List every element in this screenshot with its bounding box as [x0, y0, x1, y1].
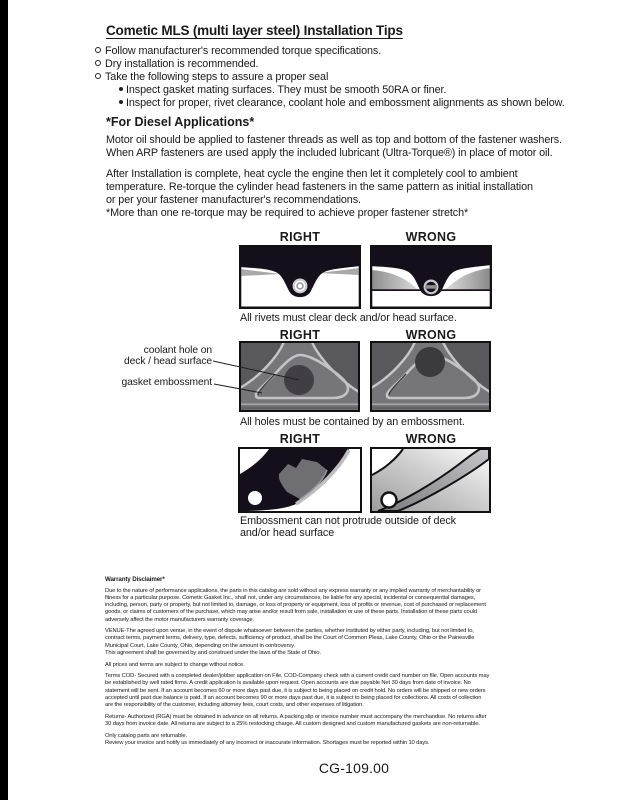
- figure-label-wrong: WRONG: [405, 432, 457, 446]
- figure-protrude-wrong: [370, 447, 491, 513]
- diesel-paragraph-line: After Installation is complete, heat cycle the engine then let it completely cool to ambient: [106, 168, 518, 180]
- caption-protrude: Embossment can not protrude outside of deck: [240, 515, 456, 527]
- bullet-dot-icon: [119, 100, 123, 104]
- figure-rivet-wrong: [370, 245, 492, 309]
- caption-embossment: All holes must be contained by an embossment.: [240, 416, 465, 428]
- annotation-leader-lines: [212, 357, 304, 397]
- warranty-paragraph: Due to the nature of performance applications, the parts in this catalog are sold without any express warranty or any implied warranty of merchantability or fitness for a particular purpose. Cometic Gasket Inc., shall not, under any circumstances, be liable for any special, incidental or consequential damages, including, person, party or property, but not limited to, damage, or loss of property or equipment, loss of profits or revenue, cost of purchased or replacement goods, or claims of customers of the purchase, which may arise and/or result from sale, installation or use of these parts. Installation of these parts could adversely affect the motor manufacturers warranty coverage.: [105, 587, 486, 623]
- tip-bullet: Follow manufacturer's recommended torque specifications.: [95, 45, 381, 57]
- warranty-terms-paragraph: Terms COD- Secured with a completed dealer/jobber application on File, COD-Company check with a current credit card number on file. Open accounts may be established by well rated firms. A credit application is available upon request. Open accounts are due payable Net 30 days from date of invoice. No statement will be sent. If an account becomes 60 or more days past due, it is subject to being placed on credit hold. No orders will be shipped or new orders accepted until past due balance is paid. If an account becomes 90 or more days past due, it is subject to being placed for collections. All costs of collection are the responsibility of the customer, including attorney fees, court costs, and other expenses of litigation.: [105, 673, 490, 709]
- bullet-ring-icon: [95, 60, 101, 66]
- tip-bullet: Take the following steps to assure a proper seal: [95, 71, 328, 83]
- annotation-coolant-hole: coolant hole on: [143, 345, 212, 356]
- figure-rivet-right: [239, 245, 361, 309]
- bullet-ring-icon: [95, 47, 101, 53]
- annotation-coolant-hole: deck / head surface: [124, 356, 212, 367]
- figure-protrude-right: [238, 447, 362, 513]
- warranty-closing-paragraph: Only catalog parts are returnable. Review your invoice and notify us immediately of any incorrect or inaccurate information. Shortages must be reported within 10 days.: [105, 732, 430, 746]
- warranty-heading: Warranty Disclaimer*: [105, 576, 165, 583]
- warranty-venue-paragraph: VENUE-The agreed upon venue, in the event of dispute whatsoever between the parties, whether instituted by either party, including, but not limited to, contract terms, payment terms, delivery, type, defects, sufficiency of product, shall be the Court of Common Pleas, Lake County, Ohio or the Painesville Municipal Court, Lake County, Ohio, depending on the amount in controversy. This agreement shall be governed by and construed under the laws of the State of Ohio.: [105, 628, 475, 656]
- figure-embossment-wrong: [370, 341, 491, 412]
- bullet-dot-icon: [119, 87, 123, 91]
- diesel-paragraph-line: or per your fastener manufacturer's recommendations.: [106, 194, 361, 206]
- diesel-paragraph-line: temperature. Re-torque the cylinder head fasteners in the same pattern as initial installation: [106, 181, 533, 193]
- diesel-note: *More than one re-torque may be required to achieve proper fastener stretch*: [106, 207, 469, 219]
- warranty-returns-paragraph: Returns- Authorized (RGA) must be obtained in advance on all returns. A packing slip or invoice number must accompany the merchandise. No returns after 30 days from invoice date. All returns are subject to a 25% restocking charge. All custom designed and custom manufactured gaskets are non-returnable.: [105, 713, 487, 727]
- caption-protrude: and/or head surface: [240, 527, 335, 539]
- figure-label-wrong: WRONG: [405, 230, 457, 244]
- diesel-heading: *For Diesel Applications*: [106, 115, 255, 129]
- diesel-paragraph-line: Motor oil should be applied to fastener threads as well as top and bottom of the fastener washers.: [106, 134, 562, 146]
- tip-sub-bullet: Inspect gasket mating surfaces. They must be smooth 50RA or finer.: [119, 84, 446, 96]
- figure-label-right: RIGHT: [279, 328, 321, 342]
- tip-sub-bullet: Inspect for proper, rivet clearance, coolant hole and embossment alignments as shown below.: [119, 97, 565, 109]
- figure-label-right: RIGHT: [279, 230, 321, 244]
- scan-edge-bar: [0, 0, 8, 800]
- annotation-gasket-embossment: gasket embossment: [121, 377, 212, 388]
- figure-label-right: RIGHT: [279, 432, 321, 446]
- warranty-section: [105, 576, 525, 752]
- caption-rivets: All rivets must clear deck and/or head surface.: [240, 312, 457, 324]
- diesel-paragraph-line: When ARP fasteners are used apply the included lubricant (Ultra-Torque®) in place of motor oil.: [106, 147, 553, 159]
- warranty-prices-line: All prices and terms are subject to change without notice.: [105, 661, 245, 668]
- page-code: CG-109.00: [318, 760, 390, 776]
- page-title: Cometic MLS (multi layer steel) Installation Tips: [106, 23, 403, 38]
- figure-label-wrong: WRONG: [405, 328, 457, 342]
- tip-bullet: Dry installation is recommended.: [95, 58, 258, 70]
- bullet-ring-icon: [95, 73, 101, 79]
